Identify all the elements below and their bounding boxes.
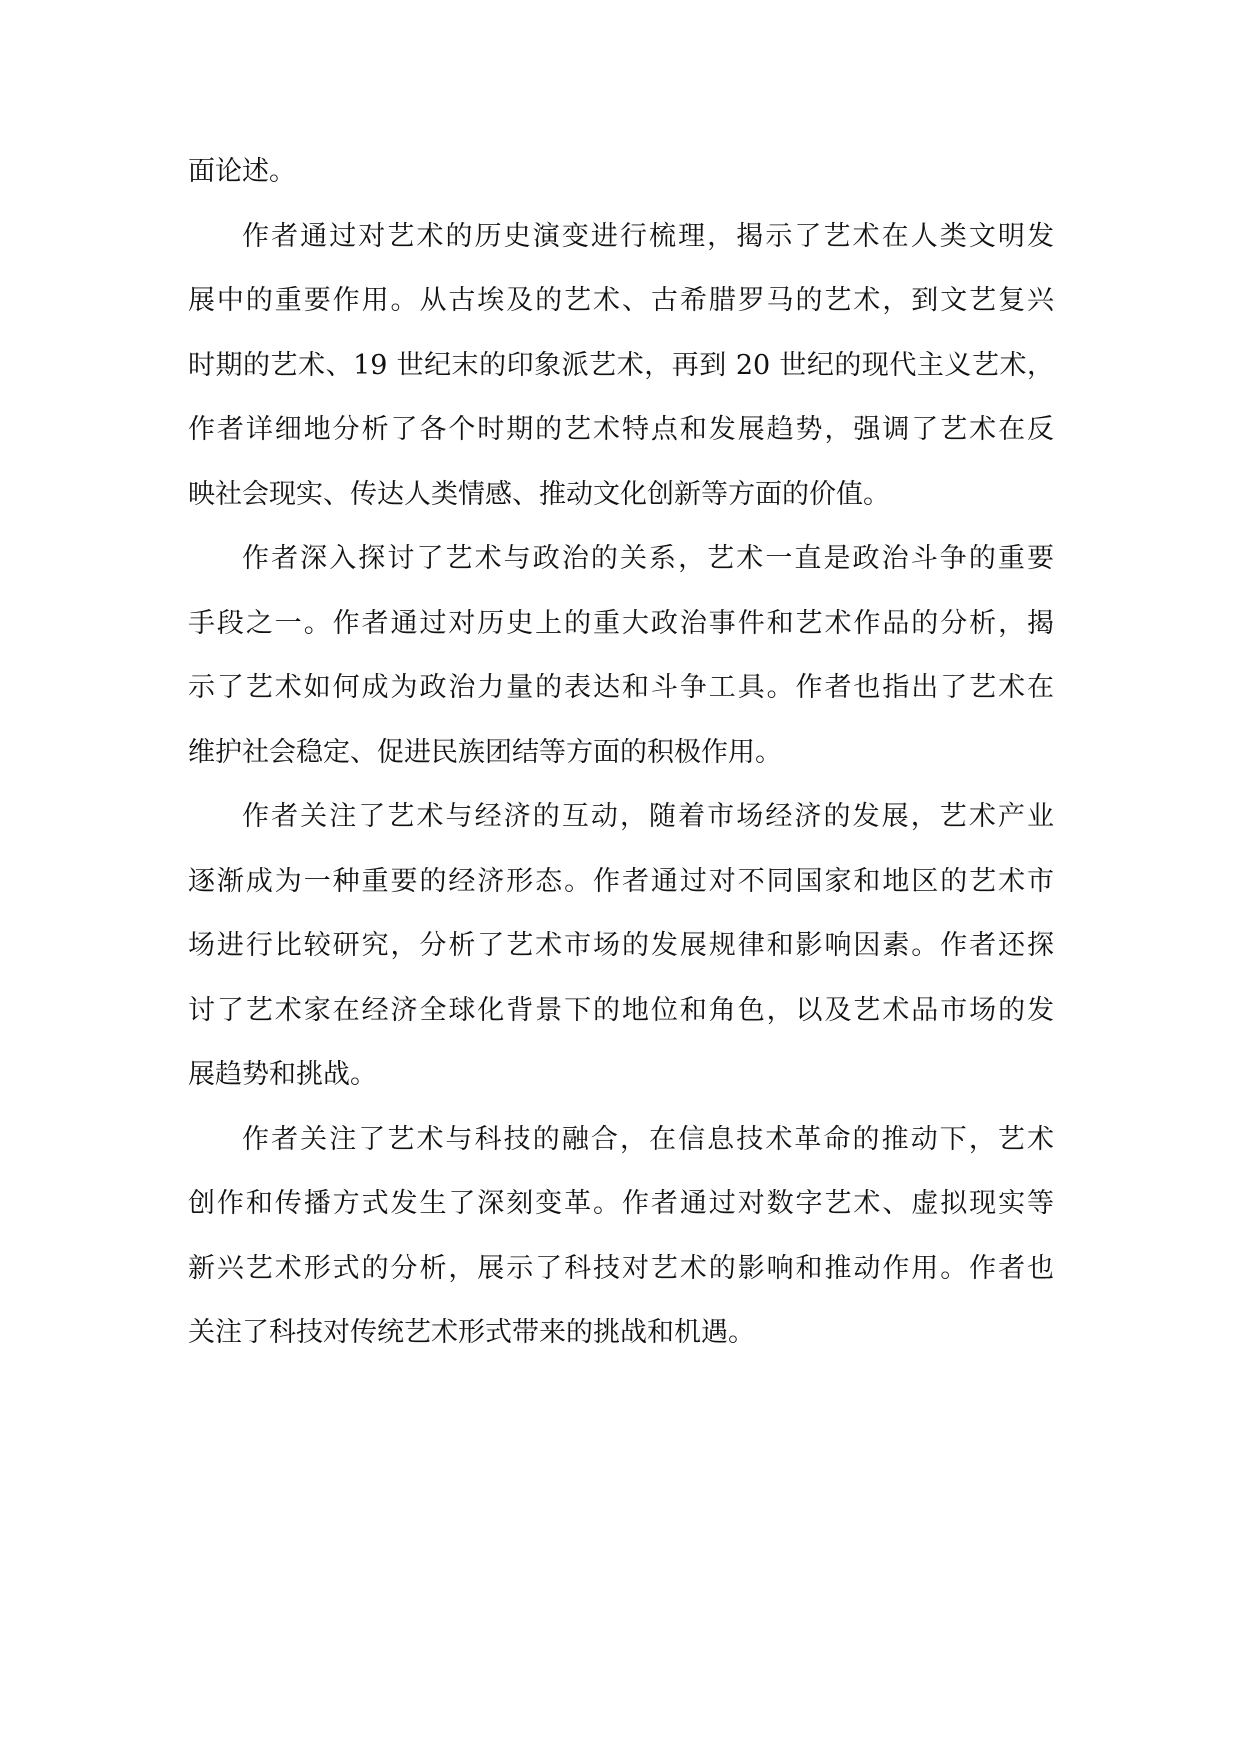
text-line: 场进行比较研究，分析了艺术市场的发展规律和影响因素。作者还探	[188, 930, 1054, 961]
text-line: 作者详细地分析了各个时期的艺术特点和发展趋势，强调了艺术在反	[188, 414, 1054, 445]
paragraph-1	[188, 140, 1054, 205]
paragraph-3	[188, 527, 1054, 785]
text-line: 新兴艺术形式的分析，展示了科技对艺术的影响和推动作用。作者也	[188, 1252, 1054, 1284]
text-line: 作者关注了艺术与科技的融合，在信息技术革命的推动下，艺术	[242, 1123, 1054, 1155]
paragraph-4	[188, 785, 1054, 1108]
text-line: 面论述。	[188, 156, 296, 187]
text-line: 作者深入探讨了艺术与政治的关系，艺术一直是政治斗争的重要	[242, 543, 1054, 574]
text-line: 关注了科技对传统艺术形式带来的挑战和机遇。	[188, 1317, 755, 1348]
text-line: 示了艺术如何成为政治力量的表达和斗争工具。作者也指出了艺术在	[188, 672, 1054, 703]
text-line: 作者关注了艺术与经济的互动，随着市场经济的发展，艺术产业	[242, 801, 1054, 832]
text-line: 时期的艺术、19 世纪末的印象派艺术，再到 20 世纪的现代主义艺术，	[188, 349, 1054, 381]
document-body	[188, 140, 1054, 1366]
text-line: 展趋势和挑战。	[188, 1059, 377, 1090]
text-line: 作者通过对艺术的历史演变进行梳理，揭示了艺术在人类文明发	[242, 220, 1054, 252]
text-line: 手段之一。作者通过对历史上的重大政治事件和艺术作品的分析，揭	[188, 607, 1054, 639]
text-line: 展中的重要作用。从古埃及的艺术、古希腊罗马的艺术，到文艺复兴	[188, 285, 1054, 316]
text-line: 讨了艺术家在经济全球化背景下的地位和角色，以及艺术品市场的发	[188, 994, 1054, 1026]
text-line: 维护社会稳定、促进民族团结等方面的积极作用。	[188, 736, 782, 768]
text-line: 逐渐成为一种重要的经济形态。作者通过对不同国家和地区的艺术市	[188, 865, 1054, 897]
paragraph-5	[188, 1108, 1054, 1366]
paragraph-2	[188, 205, 1054, 528]
text-line: 映社会现实、传达人类情感、推动文化创新等方面的价值。	[188, 478, 890, 510]
text-line: 创作和传播方式发生了深刻变革。作者通过对数字艺术、虚拟现实等	[188, 1188, 1054, 1219]
